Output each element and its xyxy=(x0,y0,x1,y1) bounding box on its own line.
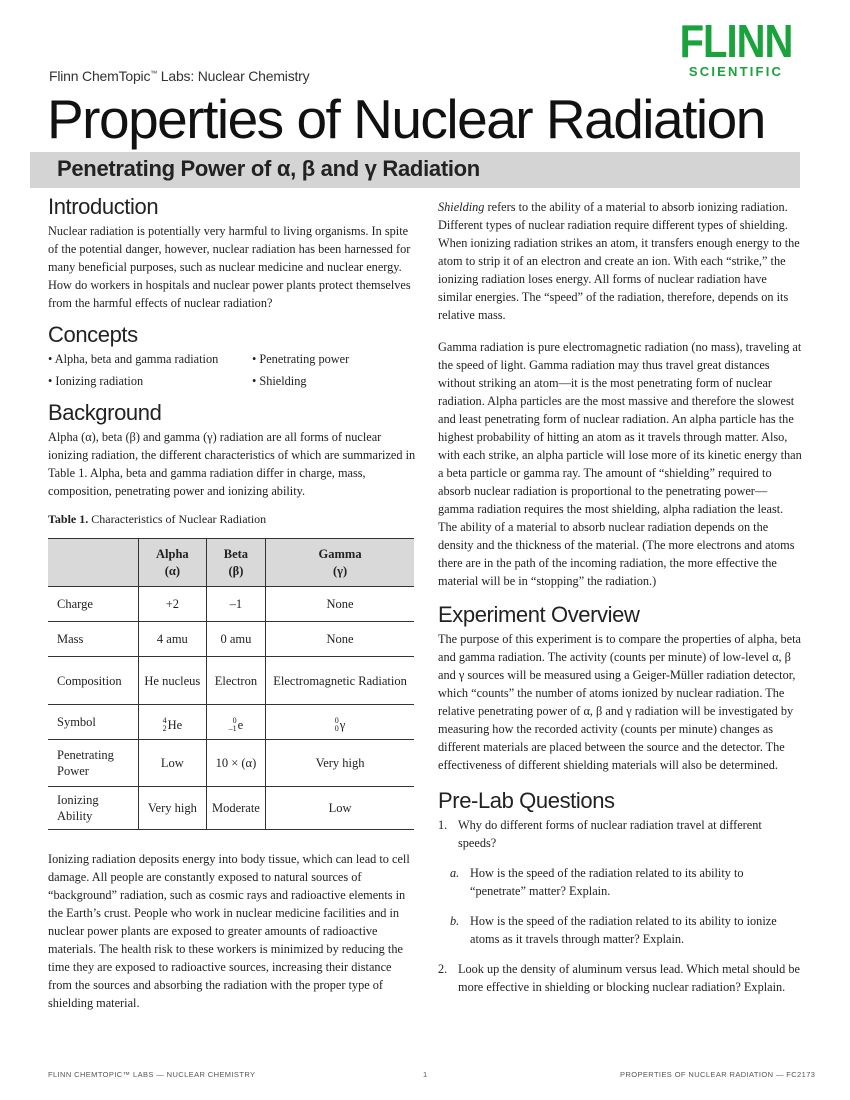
table-header-beta: Beta (β) xyxy=(206,539,265,587)
background-body-2: Ionizing radiation deposits energy into body tissue, which can lead to cell damage. All people are constantly exposed to natural sources of “background” radiation, such as cosmic rays and radioactive elements in the Earth’s crust. People who work in nuclear medicine facilities and in nuclear power plants are exposed to greater amounts of radioactive materials. The health risk to these workers is minimized by reducing the time they are exposed to radioactive sources, increasing their distance from the sources and absorbing the radiation with the proper type of shielding material. xyxy=(48,852,410,1010)
alpha-symbol: 4 2 He xyxy=(162,716,183,733)
concept-item: • Penetrating power xyxy=(252,352,350,366)
series-label: Flinn ChemTopic™ Labs: Nuclear Chemistry xyxy=(49,68,310,84)
page-number: 1 xyxy=(423,1070,428,1079)
table-row: Penetrating Power Low 10 × (α) Very high xyxy=(48,740,414,787)
table-row: Mass 4 amu 0 amu None xyxy=(48,622,414,657)
concepts-list xyxy=(48,350,416,390)
subtitle: Penetrating Power of α, β and γ Radiation xyxy=(57,156,480,181)
footer-left: FLINN CHEMTOPIC™ LABS — NUCLEAR CHEMISTRY xyxy=(48,1070,256,1079)
background-body: Alpha (α), beta (β) and gamma (γ) radiation are all forms of nuclear ionizing radiation, the different characteristics of which are summarized in Table 1. Alpha, beta and gamma radiation differ in charge, mass, composition, penetrating power and ionizing ability. xyxy=(48,430,416,498)
logo-flinn: FLINN xyxy=(679,16,793,68)
prelab-question-1: 1. Why do different forms of nuclear radiation travel at different speeds? xyxy=(438,818,762,850)
prelab-question-1a: a. How is the speed of the radiation related to its ability to “penetrate” matter? Explain. xyxy=(450,866,744,898)
concept-item: • Alpha, beta and gamma radiation xyxy=(48,352,219,366)
prelab-questions xyxy=(438,816,802,996)
prelab-question-2: 2. Look up the density of aluminum versus lead. Which metal should be more effective in shielding or blocking nuclear radiation? Explain. xyxy=(438,962,800,994)
subtitle-band xyxy=(30,152,800,188)
right-column xyxy=(438,198,802,1008)
shielding-paragraph: Shielding refers to the ability of a material to absorb ionizing radiation. Different types of nuclear radiation require different types of shielding. When ionizing radiation strikes an atom, it transfers enough energy to the atom to strip it of an electron and create an ion. With each “strike,” the ionizing radiation loses energy. All forms of nuclear radiation have similar energies. The “speed” of the radiation, therefore, depends on its relative mass. xyxy=(438,200,800,322)
table-header-gamma: Gamma (γ) xyxy=(266,539,414,587)
table-caption: Table 1. Characteristics of Nuclear Radiation xyxy=(48,512,267,526)
concept-item: • Ionizing radiation xyxy=(48,374,144,388)
table-row: Composition He nucleus Electron Electromagnetic Radiation xyxy=(48,657,414,705)
prelab-question-1b: b. How is the speed of the radiation related to its ability to ionize atoms as it travels through matter? Explain. xyxy=(450,914,777,946)
beta-symbol: 0 –1 e xyxy=(228,716,244,733)
radiation-characteristics-table xyxy=(48,538,414,830)
background-heading: Background xyxy=(48,400,162,425)
gamma-paragraph: Gamma radiation is pure electromagnetic radiation (no mass), traveling at the speed of light. Gamma radiation may thus travel great distances without striking an atom—it is the most penetrating form of nuclear radiation. Alpha particles are the most massive and therefore the slowest and least penetrating form of nuclear radiation. An alpha particle has the highest probability of hitting an atom as it travels through matter. Also, with each strike, an alpha particle will lose more of its kinetic energy than a beta particle or gamma ray. The amount of “shielding” required to absorb nuclear radiation is proportional to the penetrating power—gamma radiation requires the most shielding, alpha radiation the least. The ability of a material to absorb nuclear radiation depends on the density and the thickness of the material. (The more electrons and atoms there are in the path of the incoming radiation, the more effective the material will be in “stopping” the radiation.) xyxy=(438,340,802,588)
concept-item: • Shielding xyxy=(252,374,307,388)
introduction-heading: Introduction xyxy=(48,194,159,219)
experiment-overview-body: The purpose of this experiment is to compare the properties of alpha, beta and gamma radiation. The activity (counts per minute) of low-level α, β and γ sources will be measured using a Geiger-Müller radiation detector, which “counts” the number of atoms ionized by nuclear radiation. The relative penetrating power of α, β and γ radiation will be investigated by measuring how the recorded activity (counts per minute) changes as different materials are placed between the source and the detector. The effectiveness of different shielding materials will also be determined. xyxy=(438,632,801,772)
table-header-empty xyxy=(48,539,139,587)
introduction-body: Nuclear radiation is potentially very harmful to living organisms. In spite of the potential danger, however, nuclear radiation has been harnessed for many beneficial purposes, such as nuclear medicine and nuclear energy. How do workers in hospitals and nuclear power plants protect themselves from the harmful effects of nuclear radiation? xyxy=(48,224,411,310)
concepts-heading: Concepts xyxy=(48,322,138,347)
table-row: Charge +2 –1 None xyxy=(48,587,414,622)
flinn-scientific-logo xyxy=(668,16,804,79)
footer-right: PROPERTIES OF NUCLEAR RADIATION — FC2173 xyxy=(620,1070,816,1079)
left-column xyxy=(48,194,416,1012)
gamma-symbol: 0 0 γ xyxy=(334,716,346,733)
page-title: Properties of Nuclear Radiation xyxy=(47,88,765,150)
logo-scientific: SCIENTIFIC xyxy=(688,64,784,79)
table-row: Symbol 4 2 He 0 –1 e 0 0 γ xyxy=(48,705,414,740)
prelab-heading: Pre-Lab Questions xyxy=(438,788,615,813)
table-header-alpha: Alpha (α) xyxy=(139,539,207,587)
experiment-overview-heading: Experiment Overview xyxy=(438,602,640,627)
table-row: Ionizing Ability Very high Moderate Low xyxy=(48,787,414,830)
